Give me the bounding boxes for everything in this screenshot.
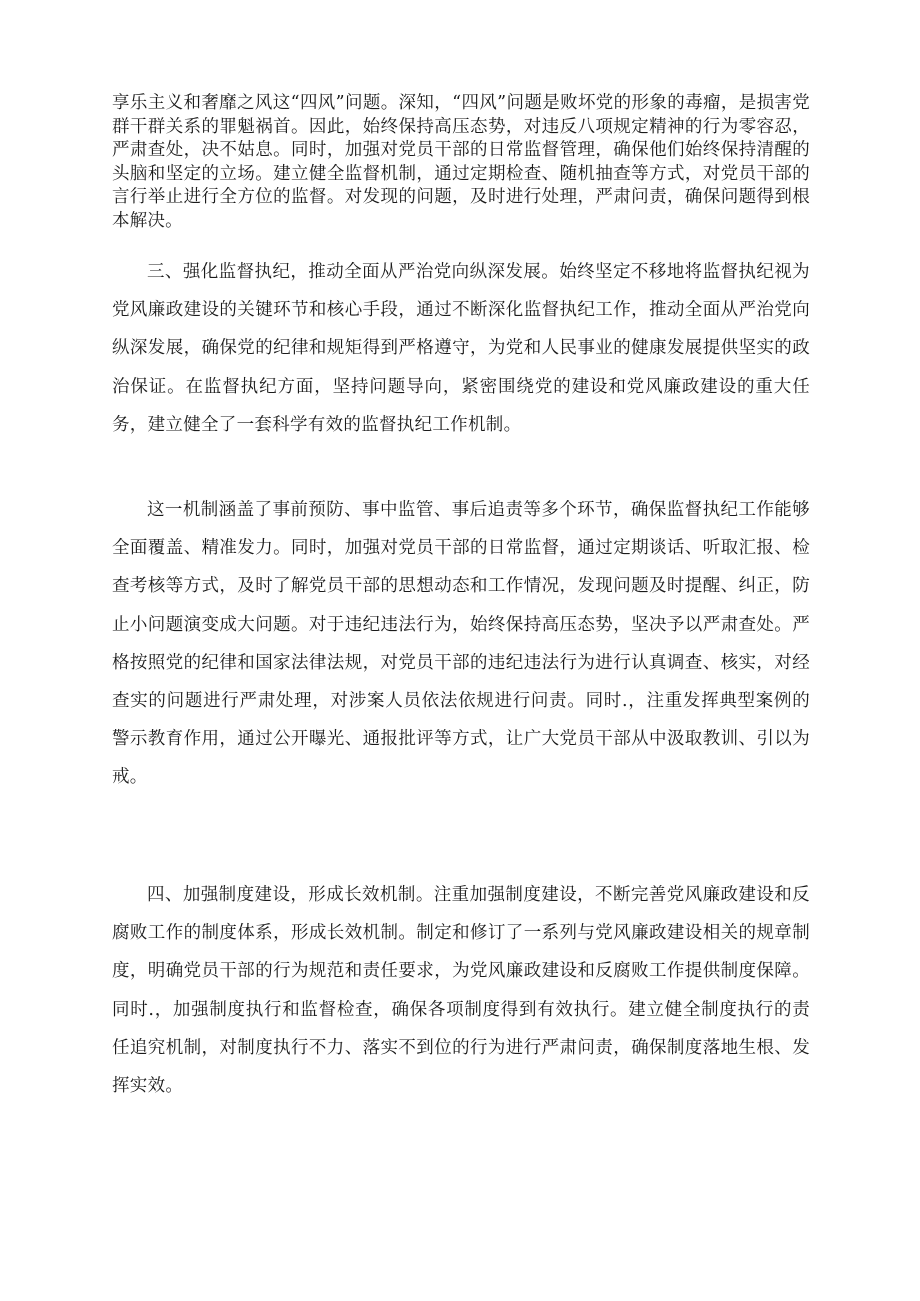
paragraph-section-four-institutions: 四、加强制度建设，形成长效机制。注重加强制度建设，不断完善党风廉政建设和反腐败工作的制度体系，形成长效机制。制定和修订了一系列与党风廉政建设相关的规章制度，明确党员干部的行为规范和责任要求，为党风廉政建设和反腐败工作提供制度保障。同时.，加强制度执行和监督检查，确保各项制度得到有效执行。建立健全制度执行的责任追究机制，对制度执行不力、落实不到位的行为进行严肃问责，确保制度落地生根、发挥实效。: [112, 885, 810, 1097]
paragraph-section-three-supervision: 三、强化监督执纪，推动全面从严治党向纵深发展。始终坚定不移地将监督执纪视为党风廉政建设的关键环节和核心手段，通过不断深化监督执纪工作，推动全面从严治党向纵深发展，确保党的纪律和规矩得到严格遵守，为党和人民事业的健康发展提供坚实的政治保证。在监督执纪方面，坚持问题导向，紧密围绕党的建设和党风廉政建设的重大任务，建立健全了一套科学有效的监督执纪工作机制。: [112, 262, 810, 435]
paragraph-mechanism-details: 这一机制涵盖了事前预防、事中监管、事后追责等多个环节，确保监督执纪工作能够全面覆盖、精准发力。同时，加强对党员干部的日常监督，通过定期谈话、听取汇报、检查考核等方式，及时了解党员干部的思想动态和工作情况，发现问题及时提醒、纠正，防止小问题演变成大问题。对于违纪违法行为，始终保持高压态势，坚决予以严肃查处。严格按照党的纪律和国家法律法规，对党员干部的违纪违法行为进行认真调查、核实，对经查实的问题进行严肃处理，对涉案人员依法依规进行问责。同时.，注重发挥典型案例的警示教育作用，通过公开曝光、通报批评等方式，让广大党员干部从中汲取教训、引以为戒。: [112, 500, 810, 788]
paragraph-four-winds-continuation: 享乐主义和奢靡之风这“四风”问题。深知，“四风”问题是败坏党的形象的毒瘤，是损害党群干群关系的罪魁祸首。因此，始终保持高压态势，对违反八项规定精神的行为零容忍，严肃查处，决不姑息。同时，加强对党员干部的日常监督管理，确保他们始终保持清醒的头脑和坚定的立场。建立健全监督机制，通过定期检查、随机抽查等方式，对党员干部的言行举止进行全方位的监督。对发现的问题，及时进行处理，严肃问责，确保问题得到根本解决。: [112, 93, 810, 231]
